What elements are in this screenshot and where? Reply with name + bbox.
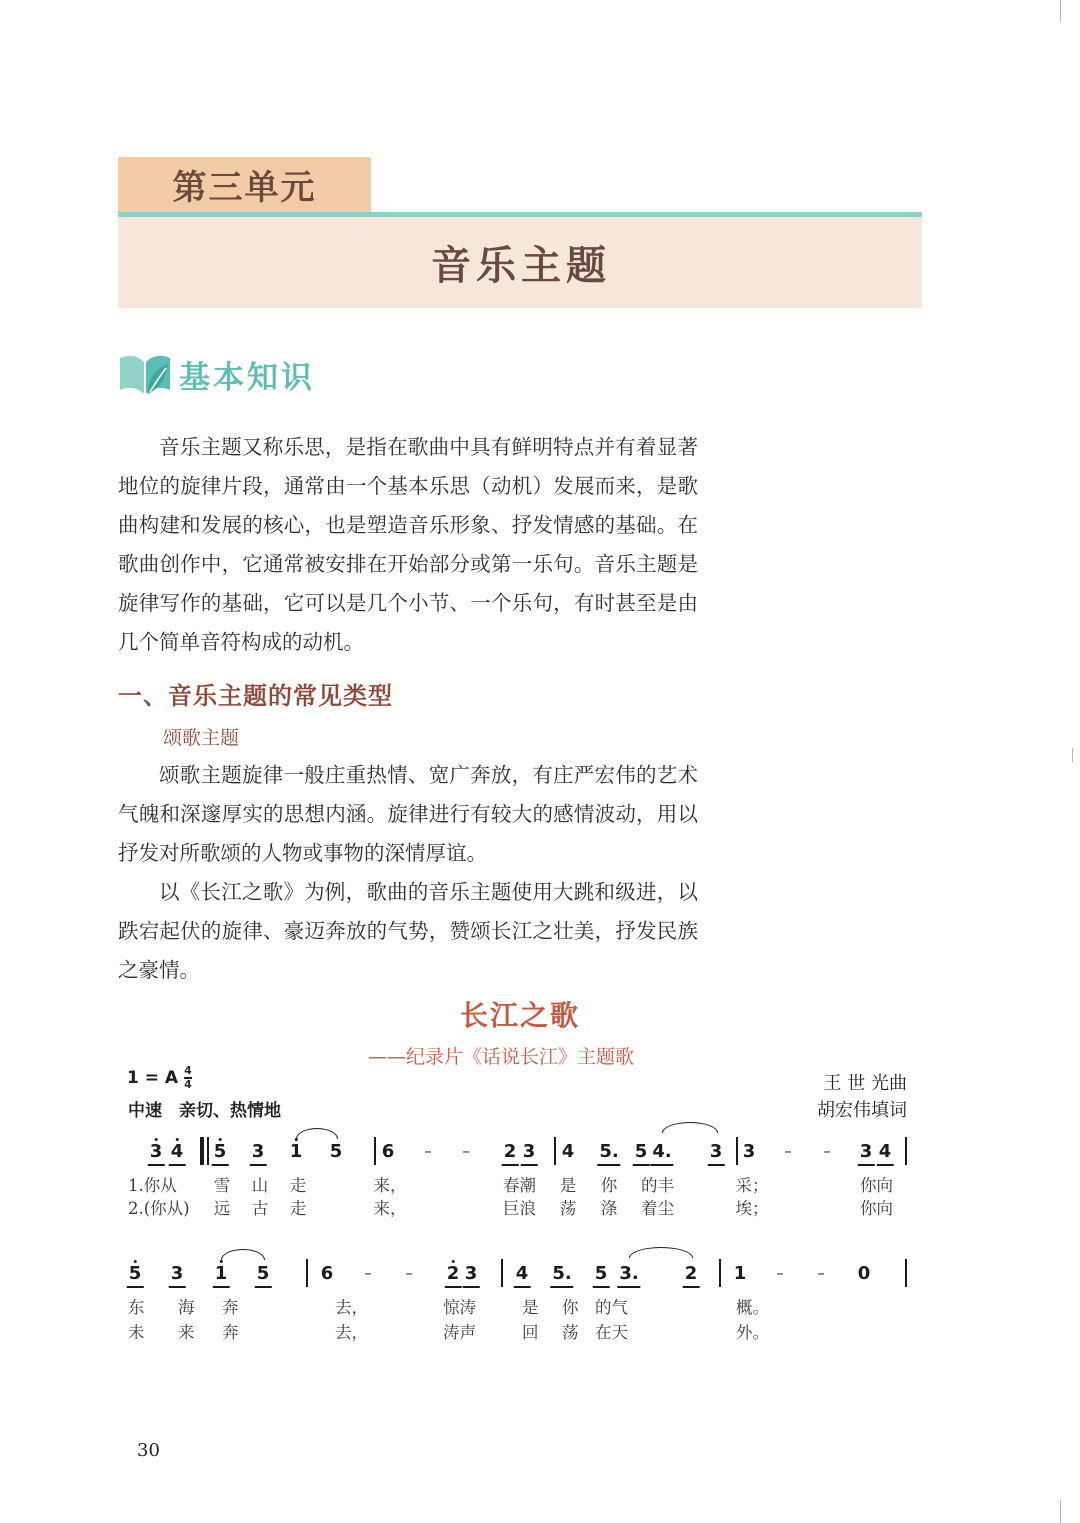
note: 5.: [599, 1141, 619, 1162]
note: 4: [170, 1141, 184, 1162]
note: 0: [857, 1263, 871, 1284]
sustain-dash: –: [405, 1264, 413, 1282]
sustain-dash: –: [424, 1142, 432, 1160]
sustain-dash: –: [776, 1264, 784, 1282]
barline: [207, 1137, 209, 1165]
barline: [306, 1259, 308, 1287]
lyric-verse2: 走: [289, 1199, 307, 1218]
note: 4.: [652, 1141, 672, 1162]
note: 1: [289, 1141, 303, 1162]
barline: [719, 1259, 721, 1287]
composer-credit: 王 世 光曲: [823, 1073, 907, 1094]
example-paragraph: 以《长江之歌》为例，歌曲的音乐主题使用大跳和级进，以跌宕起伏的旋律、豪迈奔放的气势，赞颂长江之壮美，抒发民族之豪情。: [118, 880, 698, 982]
lyric-verse2: 去，: [335, 1323, 368, 1342]
lyric-verse2: 外。: [736, 1323, 769, 1342]
note: 5: [256, 1263, 270, 1284]
lyric-verse2: 涛声: [443, 1323, 476, 1342]
note: 5: [213, 1141, 227, 1162]
lyric-verse2: 奔: [222, 1323, 239, 1342]
note: 1: [733, 1263, 747, 1284]
meter-bottom: 4: [184, 1078, 192, 1091]
crop-mark: [1060, 1500, 1061, 1523]
lyric-verse1: 走: [289, 1176, 307, 1195]
note: 5: [594, 1263, 608, 1284]
tie-slur: [296, 1128, 338, 1139]
lyric-verse2: 回: [522, 1323, 539, 1342]
note: 2: [446, 1263, 460, 1284]
barline: [374, 1137, 376, 1165]
lyric-verse2: 着尘: [641, 1199, 674, 1218]
intro-paragraph: 音乐主题又称乐思，是指在歌曲中具有鲜明特点并有着显著地位的旋律片段，通常由一个基本乐思（动机）发展而来，是歌曲构建和发展的核心，也是塑造音乐形象、抒发情感的基础。在歌曲创作中，它通常被安排在开始部分或第一乐句。音乐主题是旋律写作的基础，它可以是几个小节、一个乐句，有时甚至是由几个简单音符构成的动机。: [118, 435, 698, 654]
lyric-verse2: 来: [178, 1323, 195, 1342]
lyric-verse1: 是: [522, 1298, 539, 1317]
key-signature: 1 = A: [127, 1068, 179, 1088]
note: 6: [320, 1263, 334, 1284]
note: 3: [859, 1141, 873, 1162]
lyric-verse2: 来，: [373, 1199, 407, 1218]
crop-mark: [1060, 0, 1061, 22]
lyric-verse2: 未: [128, 1323, 145, 1342]
lyric-verse1: 的丰: [641, 1176, 674, 1195]
note: 3: [522, 1141, 536, 1162]
note: 3.: [619, 1263, 639, 1284]
note: 4: [561, 1141, 575, 1162]
song-subtitle: ——纪录片《话说长江》主题歌: [368, 1046, 635, 1068]
note: 5: [634, 1141, 648, 1162]
sustain-dash: –: [364, 1264, 372, 1282]
anthem-paragraph: 颂歌主题旋律一般庄重热情、宽广奔放，有庄严宏伟的艺术气魄和深邃厚实的思想内涵。旋律进行有较大的感情波动，用以抒发对所歌颂的人物或事物的深情厚谊。: [118, 763, 698, 865]
note: 4: [515, 1263, 529, 1284]
note: 3: [709, 1141, 723, 1162]
note: 3: [251, 1141, 265, 1162]
lyric-verse1: 惊涛: [443, 1298, 476, 1317]
lyric-verse1: 你向: [860, 1176, 893, 1195]
unit-title: 音乐主题: [431, 243, 611, 289]
note: 5.: [552, 1263, 572, 1284]
sustain-dash: –: [784, 1142, 792, 1160]
lyric-verse2: 古: [251, 1199, 269, 1218]
lyric-verse1: 的气: [595, 1298, 628, 1317]
note: 3: [170, 1263, 184, 1284]
lyric-verse1: 东: [128, 1298, 145, 1317]
lyric-verse2: 荡: [562, 1323, 579, 1342]
note: 5: [128, 1263, 142, 1284]
sustain-dash: –: [462, 1142, 470, 1160]
tie-slur: [221, 1249, 265, 1260]
lyric-verse1: 你: [562, 1298, 579, 1317]
barline: [501, 1259, 503, 1287]
song-title: 长江之歌: [459, 999, 580, 1032]
barline: [905, 1137, 907, 1165]
unit-number: 第三单元: [118, 157, 371, 212]
lyric-verse2: 涤: [600, 1199, 618, 1218]
unit-title-band: [118, 217, 922, 308]
section-title: 基本知识: [179, 360, 315, 396]
book-leaf-icon: [118, 348, 172, 400]
sustain-dash: –: [817, 1264, 825, 1282]
note: 3: [149, 1141, 163, 1162]
lyric-verse2: 2.(你从): [128, 1199, 190, 1218]
lyric-verse2: 在天: [595, 1323, 628, 1342]
note: 1: [214, 1263, 228, 1284]
lyric-verse2: 埃；: [735, 1199, 769, 1218]
time-signature: [184, 1066, 192, 1090]
lyric-verse1: 概。: [736, 1298, 769, 1317]
note: 5: [329, 1141, 343, 1162]
lyric-verse2: 巨浪: [503, 1199, 536, 1218]
barline: [554, 1137, 556, 1165]
lyric-verse1: 你: [600, 1176, 618, 1195]
lyric-verse2: 远: [213, 1199, 231, 1218]
page-number: 30: [137, 1440, 160, 1461]
lyric-verse2: 荡: [559, 1199, 577, 1218]
lyric-verse1: 山: [251, 1176, 269, 1195]
lyric-verse1: 是: [559, 1176, 577, 1195]
sustain-dash: –: [823, 1142, 831, 1160]
note: 2: [684, 1263, 698, 1284]
barline: [736, 1137, 738, 1165]
barline: [905, 1259, 907, 1287]
meter-top: 4: [184, 1064, 192, 1077]
note: 6: [381, 1141, 395, 1162]
tie-slur: [629, 1247, 693, 1258]
tempo-marking: 中速 亲切、热情地: [128, 1101, 281, 1121]
note: 4: [878, 1141, 892, 1162]
note: 2: [503, 1141, 517, 1162]
lyric-verse2: 你向: [860, 1199, 893, 1218]
note: 3: [464, 1263, 478, 1284]
crop-mark: [1072, 748, 1073, 762]
lyric-verse1: 奔: [222, 1298, 239, 1317]
lyric-verse1: 海: [178, 1298, 195, 1317]
lyric-verse1: 春潮: [503, 1176, 536, 1195]
lyric-verse1: 采；: [735, 1176, 769, 1195]
lyricist-credit: 胡宏伟填词: [817, 1100, 907, 1121]
tie-slur: [662, 1122, 718, 1133]
heading-common-types: 一、音乐主题的常见类型: [118, 681, 393, 710]
heading-anthem-theme: 颂歌主题: [163, 727, 240, 749]
lyric-verse1: 1.你从: [128, 1176, 177, 1195]
lyric-verse1: 来，: [373, 1176, 407, 1195]
lyric-verse1: 雪: [213, 1176, 231, 1195]
note: 3: [742, 1141, 756, 1162]
lyric-verse1: 去，: [335, 1298, 368, 1317]
barline: [200, 1137, 204, 1165]
